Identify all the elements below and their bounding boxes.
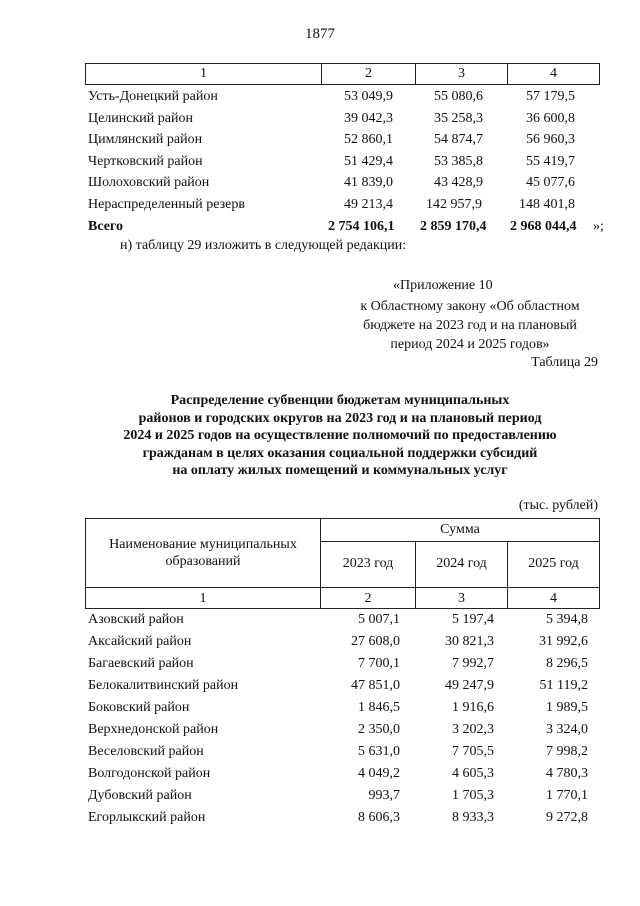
title-line: Распределение субвенции бюджетам муниципальных — [170, 393, 510, 408]
value-2024: 7 705,5 — [452, 744, 494, 759]
value-2025: 55 419,7 — [526, 153, 575, 169]
table-row — [88, 719, 608, 741]
district-name: Цимлянский район — [88, 132, 203, 148]
value-2024: 142 957,9 — [426, 196, 482, 212]
value-2025: 56 960,3 — [526, 132, 575, 148]
district-name: Егорлыкский район — [88, 810, 206, 825]
district-name: Аксайский район — [88, 634, 192, 649]
table1-body — [88, 86, 608, 237]
value-2023: 49 213,4 — [344, 196, 393, 212]
value-2024: 8 933,3 — [452, 810, 494, 825]
table1-col-4: 4 — [550, 66, 557, 81]
table-label: Таблица 29 — [531, 355, 598, 370]
value-2025: 36 600,8 — [526, 110, 575, 126]
appendix-title: «Приложение 10 — [393, 278, 493, 293]
value-2023: 8 606,3 — [358, 810, 400, 825]
value-2024: 5 197,4 — [452, 612, 494, 627]
title-line: гражданам в целях оказания социальной поддержки субсидий — [142, 445, 538, 461]
table-row — [88, 631, 608, 653]
total-suffix: »; — [593, 218, 604, 234]
table-row — [88, 807, 608, 829]
table-row — [88, 609, 608, 631]
document-title — [60, 392, 620, 480]
table1-header — [85, 63, 600, 85]
value-2024: 7 992,7 — [452, 656, 494, 671]
district-name: Целинский район — [88, 110, 193, 126]
table1-col-1: 1 — [86, 64, 322, 84]
value-2024: 43 428,9 — [434, 175, 483, 191]
table1-col-3: 3 — [416, 64, 508, 84]
value-2023: 5 631,0 — [358, 744, 400, 759]
title-line: районов и городских округов на 2023 год и на плановый период — [138, 410, 542, 426]
value-2025: 45 077,6 — [526, 175, 575, 191]
value-2025: 5 394,8 — [546, 612, 588, 627]
value-2023: 27 608,0 — [351, 634, 400, 649]
title-line: на оплату жилых помещений и коммунальных услуг — [172, 463, 508, 478]
total-2025: 2 968 044,4 — [510, 218, 577, 234]
value-2023: 51 429,4 — [344, 153, 393, 169]
table-row — [88, 172, 608, 194]
appendix-line: бюджете на 2023 год и на плановый — [363, 318, 577, 333]
value-2025: 9 272,8 — [546, 810, 588, 825]
total-label: Всего — [88, 218, 123, 234]
table-row — [88, 194, 608, 216]
table-row — [88, 151, 608, 173]
value-2024: 54 874,7 — [434, 132, 483, 148]
table-row — [88, 675, 608, 697]
value-2024: 1 705,3 — [452, 788, 494, 803]
table-total-row — [88, 216, 608, 238]
table-row — [88, 741, 608, 763]
table2-body — [88, 609, 608, 829]
table-row — [88, 108, 608, 130]
value-2023: 1 846,5 — [358, 700, 400, 715]
appendix-line: к Областному закону «Об областном — [360, 299, 580, 314]
value-2023: 52 860,1 — [344, 132, 393, 148]
table2-header — [85, 518, 600, 609]
value-2023: 47 851,0 — [351, 678, 400, 693]
district-name: Волгодонской район — [88, 766, 211, 781]
table-row — [88, 763, 608, 785]
year-2025-header: 2025 год — [508, 542, 599, 588]
district-name: Верхнедонской район — [88, 722, 219, 737]
table-row — [88, 129, 608, 151]
table1-col-2: 2 — [322, 64, 416, 84]
name-column-header — [86, 519, 321, 588]
value-2024: 30 821,3 — [445, 634, 494, 649]
value-2023: 39 042,3 — [344, 110, 393, 126]
value-2025: 57 179,5 — [526, 89, 575, 104]
value-2023: 7 700,1 — [358, 656, 400, 671]
district-name: Боковский район — [88, 700, 190, 715]
district-name: Дубовский район — [88, 788, 192, 803]
district-name: Багаевский район — [88, 656, 194, 671]
district-name: Нераспределенный резерв — [88, 196, 245, 212]
name-header-line: образований — [165, 554, 241, 569]
district-name: Усть-Донецкий район — [88, 89, 218, 104]
table-row — [88, 697, 608, 719]
unit-label: (тыс. рублей) — [518, 498, 598, 513]
value-2024: 3 202,3 — [452, 722, 494, 737]
appendix-line: период 2024 и 2025 годов» — [390, 337, 550, 352]
district-name: Белокалитвинский район — [88, 678, 239, 693]
table-row — [88, 653, 608, 675]
sum-column-header: Сумма — [321, 519, 599, 542]
table-row — [88, 785, 608, 807]
value-2024: 35 258,3 — [434, 110, 483, 126]
value-2023: 41 839,0 — [344, 175, 393, 191]
value-2023: 2 350,0 — [358, 722, 400, 737]
total-2024: 2 859 170,4 — [420, 218, 487, 234]
value-2025: 3 324,0 — [546, 722, 588, 737]
value-2025: 1 770,1 — [546, 788, 588, 803]
value-2025: 4 780,3 — [546, 766, 588, 781]
col-number-1: 1 — [86, 588, 321, 609]
value-2025: 7 998,2 — [546, 744, 588, 759]
value-2025: 31 992,6 — [539, 634, 588, 649]
district-name: Веселовский район — [88, 744, 204, 759]
value-2023: 53 049,9 — [344, 89, 393, 104]
year-2023-header: 2023 год — [321, 542, 416, 588]
value-2023: 5 007,1 — [358, 612, 400, 627]
district-name: Шолоховский район — [88, 175, 210, 191]
col-number-3: 3 — [416, 588, 508, 609]
value-2025: 1 989,5 — [546, 700, 588, 715]
col-number-2: 2 — [321, 588, 416, 609]
value-2023: 993,7 — [368, 788, 400, 803]
value-2025: 148 401,8 — [519, 196, 575, 212]
value-2025: 51 119,2 — [539, 678, 588, 693]
value-2024: 1 916,6 — [452, 700, 494, 715]
district-name: Азовский район — [88, 612, 184, 627]
col-number-4: 4 — [550, 591, 557, 606]
district-name: Чертковский район — [88, 153, 203, 169]
year-2024-header: 2024 год — [416, 542, 508, 588]
value-2024: 4 605,3 — [452, 766, 494, 781]
value-2023: 4 049,2 — [358, 766, 400, 781]
total-2023: 2 754 106,1 — [328, 218, 395, 234]
name-header-line: Наименование муниципальных — [109, 537, 297, 552]
appendix-subtitle — [340, 297, 600, 354]
value-2024: 53 385,8 — [434, 153, 483, 169]
value-2024: 49 247,9 — [445, 678, 494, 693]
amendment-paragraph: н) таблицу 29 изложить в следующей редакции: — [120, 238, 407, 253]
value-2024: 55 080,6 — [434, 89, 483, 104]
title-line: 2024 и 2025 годов на осуществление полномочий по предоставлению — [123, 428, 557, 443]
value-2025: 8 296,5 — [546, 656, 588, 671]
table-row — [88, 86, 608, 108]
page-number: 1877 — [305, 26, 335, 42]
